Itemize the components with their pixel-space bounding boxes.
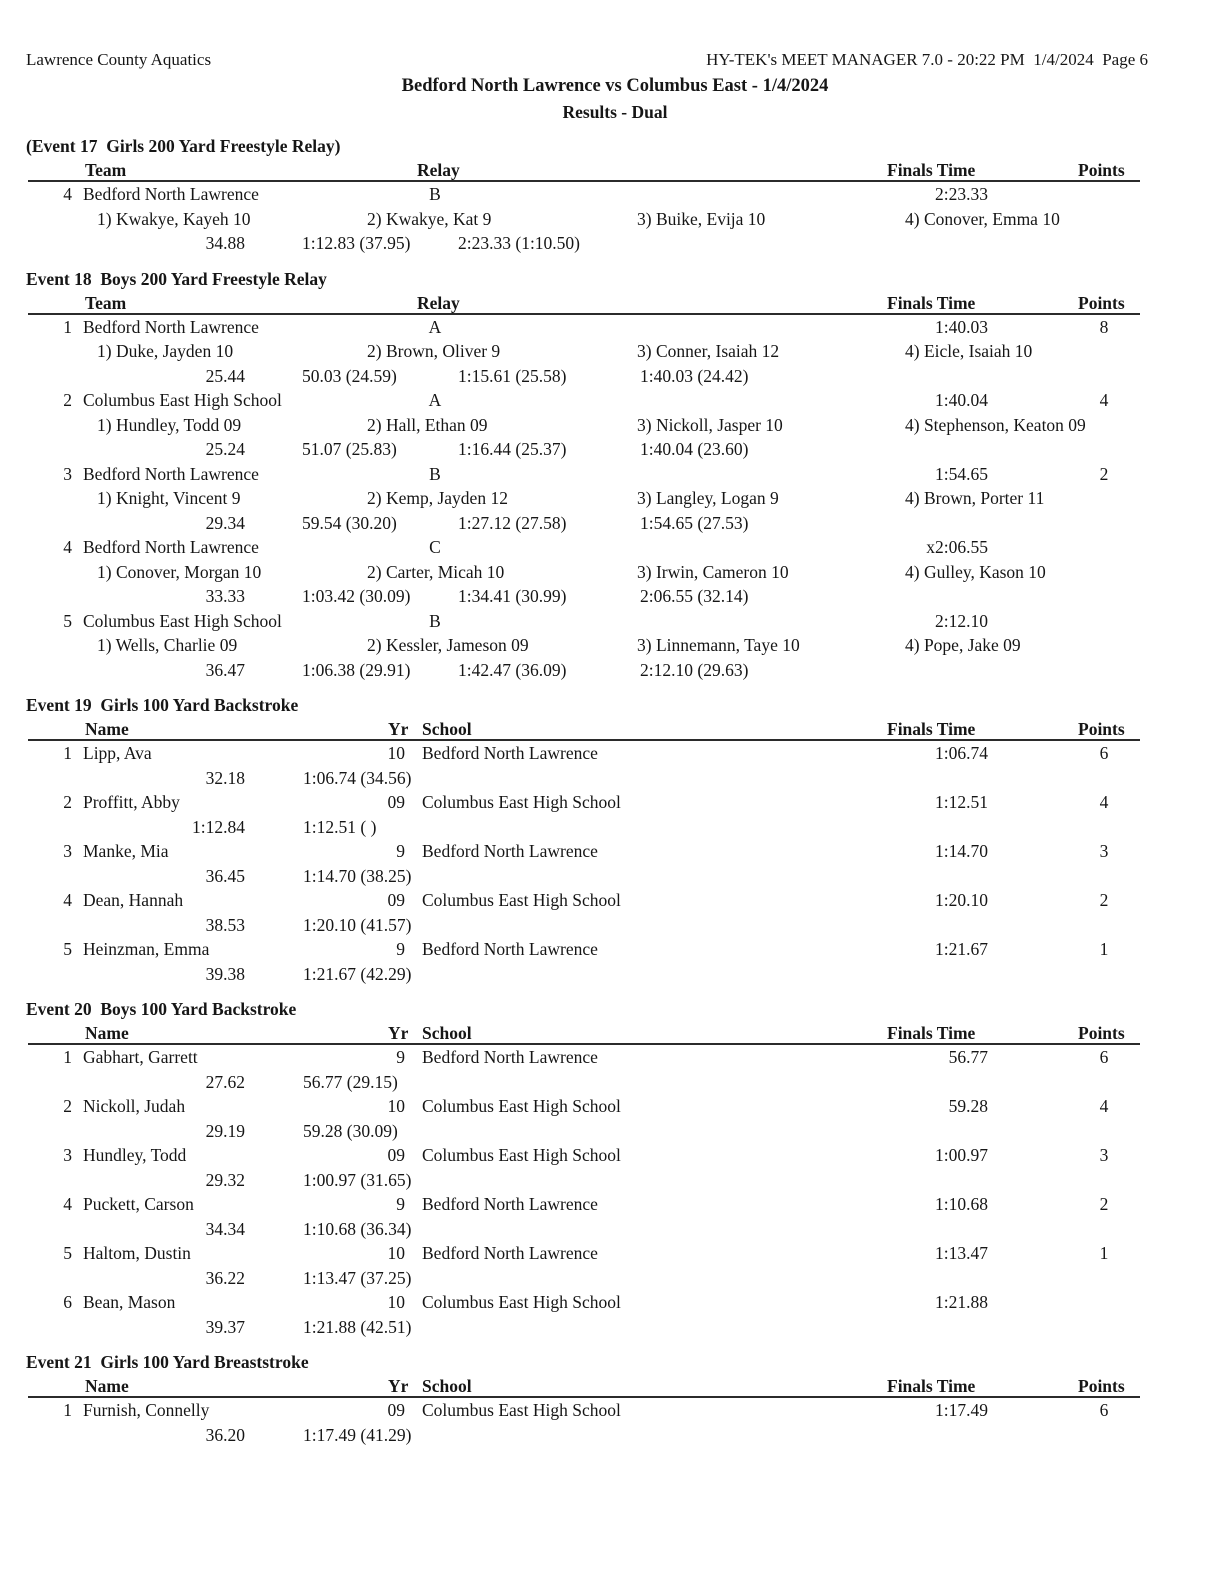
result-row <box>0 790 1230 815</box>
place-number: 4 <box>63 184 72 204</box>
swimmer-year: 09 <box>387 1400 405 1420</box>
column-header-row <box>28 1373 1140 1398</box>
relay-swimmer: 3) Nickoll, Jasper 10 <box>637 414 783 435</box>
finals-time: 56.77 <box>948 1047 988 1067</box>
relay-swimmer: 1) Knight, Vincent 9 <box>97 488 241 508</box>
place-number: 3 <box>63 841 72 861</box>
finals-time: 1:10.68 <box>935 1194 988 1214</box>
place-number: 3 <box>63 1145 72 1165</box>
team-name: Columbus East High School <box>83 610 282 631</box>
result-row <box>0 888 1230 913</box>
relay-swimmer: 3) Langley, Logan 9 <box>637 488 779 508</box>
points-value: 2 <box>1099 890 1109 910</box>
column-header-team: Team <box>85 160 127 180</box>
finals-time: 1:00.97 <box>935 1145 988 1165</box>
swimmer-name: Haltom, Dustin <box>83 1243 191 1263</box>
column-header-finals-time: Finals Time <box>887 1023 976 1043</box>
relay-swimmer: 1) Kwakye, Kayeh 10 <box>97 208 251 229</box>
team-name: Bedford North Lawrence <box>83 537 259 557</box>
relay-swimmer: 2) Kemp, Jayden 12 <box>367 488 508 508</box>
team-name: Bedford North Lawrence <box>83 316 259 337</box>
place-number: 2 <box>63 390 72 410</box>
result-row <box>0 741 1230 766</box>
split-time: 29.34 <box>205 512 245 533</box>
relay-swimmer: 3) Irwin, Cameron 10 <box>637 561 789 582</box>
column-header-points: Points <box>1078 1023 1125 1043</box>
swimmer-name: Dean, Hannah <box>83 890 184 910</box>
relay-swimmers-row <box>0 413 1230 438</box>
split-time: 25.24 <box>205 439 245 459</box>
swimmer-name: Furnish, Connelly <box>83 1400 210 1420</box>
finals-time: 1:20.10 <box>935 890 988 910</box>
split-time: 1:06.38 (29.91) <box>302 659 411 680</box>
school-name: Bedford North Lawrence <box>422 1047 598 1067</box>
column-header-name: Name <box>85 1376 129 1396</box>
place-number: 4 <box>63 890 72 910</box>
team-name: Bedford North Lawrence <box>83 184 259 204</box>
swimmer-name: Nickoll, Judah <box>83 1096 186 1116</box>
event-section <box>0 269 1230 683</box>
column-header-team: Team <box>85 292 127 313</box>
points-value: 2 <box>1099 463 1109 484</box>
column-header-name: Name <box>85 719 129 739</box>
split-time: 32.18 <box>205 767 245 788</box>
relay-swimmers-row <box>0 560 1230 585</box>
column-header-points: Points <box>1078 719 1125 739</box>
split-time: 34.88 <box>205 233 245 253</box>
relay-letter: B <box>429 610 441 631</box>
finals-time: 1:40.04 <box>935 390 988 410</box>
school-name: Bedford North Lawrence <box>422 1194 598 1214</box>
column-header-finals-time: Finals Time <box>887 160 976 180</box>
event-section <box>0 1352 1230 1447</box>
split-time: 59.28 (30.09) <box>303 1120 398 1141</box>
event-title: (Event 17 Girls 200 Yard Freestyle Relay) <box>26 136 341 156</box>
relay-swimmer: 1) Wells, Charlie 09 <box>97 635 238 655</box>
relay-swimmer: 1) Conover, Morgan 10 <box>97 561 262 582</box>
relay-swimmers-row <box>0 633 1230 658</box>
events <box>0 136 1230 1447</box>
column-header-row <box>28 157 1140 182</box>
finals-time: 2:23.33 <box>935 184 988 204</box>
split-time: 36.47 <box>205 659 245 680</box>
place-number: 5 <box>63 1243 72 1263</box>
relay-swimmer: 1) Hundley, Todd 09 <box>97 414 242 435</box>
finals-time: x2:06.55 <box>926 537 988 557</box>
result-row <box>0 1094 1230 1119</box>
relay-swimmers-row <box>0 207 1230 232</box>
column-header-relay: Relay <box>417 160 460 180</box>
relay-swimmer: 4) Gulley, Kason 10 <box>905 561 1046 582</box>
meet-title: Bedford North Lawrence vs Columbus East - 1/4/2024 <box>401 76 829 96</box>
relay-swimmers-row <box>0 486 1230 511</box>
swimmer-year: 9 <box>396 1194 405 1214</box>
place-number: 1 <box>63 316 72 337</box>
result-row <box>0 839 1230 864</box>
relay-swimmer: 4) Stephenson, Keaton 09 <box>905 414 1086 435</box>
place-number: 4 <box>63 537 72 557</box>
team-name: Columbus East High School <box>83 390 282 410</box>
split-time: 1:16.44 (25.37) <box>458 439 567 459</box>
organization-name: Lawrence County Aquatics <box>26 50 212 69</box>
swimmer-name: Proffitt, Abby <box>83 792 180 812</box>
swimmer-year: 9 <box>396 841 405 861</box>
finals-time: 1:06.74 <box>935 743 988 763</box>
splits-row <box>0 1070 1230 1095</box>
finals-time: 1:54.65 <box>935 463 988 484</box>
split-time: 59.54 (30.20) <box>302 512 397 533</box>
relay-swimmer: 2) Carter, Micah 10 <box>367 561 505 582</box>
split-time: 1:34.41 (30.99) <box>458 586 567 606</box>
result-row <box>0 937 1230 962</box>
column-header-points: Points <box>1078 160 1125 180</box>
school-name: Bedford North Lawrence <box>422 939 598 959</box>
column-header-yr: Yr <box>388 1376 409 1396</box>
finals-time: 59.28 <box>948 1096 988 1116</box>
swimmer-year: 09 <box>387 890 405 910</box>
splits-row <box>0 437 1230 462</box>
result-row <box>0 315 1230 340</box>
split-time: 2:12.10 (29.63) <box>640 659 749 680</box>
split-time: 36.45 <box>205 865 245 886</box>
finals-time: 1:12.51 <box>935 792 988 812</box>
place-number: 1 <box>63 743 72 763</box>
swimmer-name: Bean, Mason <box>83 1292 176 1312</box>
relay-swimmer: 2) Kwakye, Kat 9 <box>367 208 492 229</box>
swimmer-year: 10 <box>387 1292 405 1312</box>
column-header-finals-time: Finals Time <box>887 292 976 313</box>
swimmer-year: 10 <box>387 1096 405 1116</box>
place-number: 5 <box>63 939 72 959</box>
splits-row <box>0 815 1230 840</box>
swimmer-name: Gabhart, Garrett <box>83 1047 198 1067</box>
relay-swimmer: 2) Brown, Oliver 9 <box>367 341 501 361</box>
column-header-school: School <box>422 1376 472 1396</box>
swimmer-name: Hundley, Todd <box>83 1145 187 1165</box>
school-name: Bedford North Lawrence <box>422 743 598 763</box>
event-title: Event 19 Girls 100 Yard Backstroke <box>26 695 299 715</box>
relay-swimmer: 3) Conner, Isaiah 12 <box>637 341 780 361</box>
swimmer-name: Manke, Mia <box>83 841 169 861</box>
relay-letter: B <box>429 463 441 484</box>
split-time: 1:00.97 (31.65) <box>303 1169 412 1190</box>
finals-time: 2:12.10 <box>935 610 988 631</box>
points-value: 6 <box>1099 743 1109 763</box>
finals-time: 1:17.49 <box>935 1400 988 1420</box>
school-name: Columbus East High School <box>422 792 621 812</box>
split-time: 1:42.47 (36.09) <box>458 659 567 680</box>
split-time: 39.37 <box>205 1316 245 1337</box>
split-time: 1:12.83 (37.95) <box>302 233 411 253</box>
event-title: Event 21 Girls 100 Yard Breaststroke <box>26 1352 309 1372</box>
event-title: Event 18 Boys 200 Yard Freestyle Relay <box>26 268 327 289</box>
column-header-yr: Yr <box>388 719 409 739</box>
place-number: 5 <box>63 610 72 631</box>
swimmer-year: 09 <box>387 1145 405 1165</box>
points-value: 2 <box>1099 1194 1109 1214</box>
column-header-row <box>28 716 1140 741</box>
relay-letter: C <box>429 537 441 557</box>
result-row <box>0 1192 1230 1217</box>
splits-row <box>0 364 1230 389</box>
column-header-points: Points <box>1078 1376 1125 1396</box>
event-title: Event 20 Boys 100 Yard Backstroke <box>26 999 297 1019</box>
splits-row <box>0 658 1230 683</box>
column-header-relay: Relay <box>417 292 460 313</box>
points-value: 8 <box>1099 316 1109 337</box>
place-number: 1 <box>63 1400 72 1420</box>
split-time: 1:20.10 (41.57) <box>303 914 412 935</box>
splits-row <box>0 1168 1230 1193</box>
split-time: 1:03.42 (30.09) <box>302 586 411 606</box>
split-time: 36.22 <box>205 1267 245 1288</box>
relay-letter: A <box>428 316 442 337</box>
page-header <box>26 50 1148 70</box>
splits-row <box>0 1266 1230 1291</box>
school-name: Columbus East High School <box>422 1145 621 1165</box>
event-section <box>0 136 1230 256</box>
points-value: 6 <box>1099 1047 1109 1067</box>
split-time: 29.32 <box>205 1169 245 1190</box>
result-row <box>0 1398 1230 1423</box>
split-time: 39.38 <box>205 963 245 984</box>
place-number: 1 <box>63 1047 72 1067</box>
splits-row <box>0 766 1230 791</box>
school-name: Columbus East High School <box>422 1292 621 1312</box>
relay-swimmer: 4) Conover, Emma 10 <box>905 208 1060 229</box>
event-section <box>0 695 1230 986</box>
split-time: 33.33 <box>205 586 245 606</box>
split-time: 1:10.68 (36.34) <box>303 1218 412 1239</box>
column-header-row <box>28 1020 1140 1045</box>
relay-letter: A <box>428 390 442 410</box>
place-number: 6 <box>63 1292 72 1312</box>
relay-swimmer: 2) Hall, Ethan 09 <box>367 414 488 435</box>
result-row <box>0 182 1230 207</box>
split-time: 1:15.61 (25.58) <box>458 365 567 386</box>
points-value: 4 <box>1099 1096 1109 1116</box>
result-row <box>0 1045 1230 1070</box>
result-row <box>0 535 1230 560</box>
splits-row <box>0 1119 1230 1144</box>
swimmer-year: 10 <box>387 1243 405 1263</box>
relay-swimmer: 3) Buike, Evija 10 <box>637 208 766 229</box>
split-time: 1:14.70 (38.25) <box>303 865 412 886</box>
points-value: 3 <box>1099 841 1109 861</box>
relay-swimmers-row <box>0 339 1230 364</box>
relay-swimmer: 2) Kessler, Jameson 09 <box>367 635 529 655</box>
column-header-finals-time: Finals Time <box>887 1376 976 1396</box>
swimmer-name: Heinzman, Emma <box>83 939 210 959</box>
split-time: 34.34 <box>205 1218 245 1239</box>
splits-row <box>0 511 1230 536</box>
points-value: 6 <box>1099 1400 1109 1420</box>
split-time: 50.03 (24.59) <box>302 365 397 386</box>
school-name: Columbus East High School <box>422 890 621 910</box>
result-row <box>0 388 1230 413</box>
split-time: 38.53 <box>205 914 245 935</box>
split-time: 27.62 <box>205 1071 245 1092</box>
split-time: 1:12.84 <box>192 816 245 837</box>
school-name: Bedford North Lawrence <box>422 841 598 861</box>
relay-swimmer: 3) Linnemann, Taye 10 <box>637 635 800 655</box>
splits-row <box>0 1217 1230 1242</box>
column-header-school: School <box>422 719 472 739</box>
points-value: 4 <box>1099 390 1109 410</box>
swimmer-name: Lipp, Ava <box>83 743 152 763</box>
result-row <box>0 609 1230 634</box>
split-time: 1:40.03 (24.42) <box>640 365 749 386</box>
swimmer-year: 9 <box>396 939 405 959</box>
place-number: 2 <box>63 792 72 812</box>
splits-row <box>0 1315 1230 1340</box>
splits-row <box>0 584 1230 609</box>
column-header-name: Name <box>85 1023 129 1043</box>
split-time: 2:06.55 (32.14) <box>640 586 749 606</box>
splits-row <box>0 913 1230 938</box>
points-value: 1 <box>1099 939 1109 959</box>
place-number: 4 <box>63 1194 72 1214</box>
relay-swimmer: 4) Brown, Porter 11 <box>905 488 1045 508</box>
splits-row <box>0 231 1230 256</box>
split-time: 1:21.67 (42.29) <box>303 963 412 984</box>
finals-time: 1:21.88 <box>935 1292 988 1312</box>
finals-time: 1:13.47 <box>935 1243 988 1263</box>
event-section <box>0 999 1230 1339</box>
split-time: 1:40.04 (23.60) <box>640 439 749 459</box>
place-number: 2 <box>63 1096 72 1116</box>
swimmer-year: 9 <box>396 1047 405 1067</box>
school-name: Bedford North Lawrence <box>422 1243 598 1263</box>
school-name: Columbus East High School <box>422 1400 621 1420</box>
team-name: Bedford North Lawrence <box>83 463 259 484</box>
split-time: 1:21.88 (42.51) <box>303 1316 412 1337</box>
result-row <box>0 1143 1230 1168</box>
column-header-school: School <box>422 1023 472 1043</box>
splits-row <box>0 962 1230 987</box>
split-time: 36.20 <box>205 1424 245 1445</box>
split-time: 29.19 <box>205 1120 245 1141</box>
column-header-row <box>28 290 1140 315</box>
points-value: 4 <box>1099 792 1109 812</box>
column-header-points: Points <box>1078 292 1125 313</box>
column-header-finals-time: Finals Time <box>887 719 976 739</box>
split-time: 56.77 (29.15) <box>303 1071 398 1092</box>
split-time: 1:17.49 (41.29) <box>303 1424 412 1445</box>
result-row <box>0 1241 1230 1266</box>
meet-manager-stamp: HY-TEK's MEET MANAGER 7.0 - 20:22 PM 1/4/2024 Page 6 <box>706 50 1148 69</box>
splits-row <box>0 1423 1230 1448</box>
points-value: 1 <box>1099 1243 1109 1263</box>
relay-swimmer: 4) Eicle, Isaiah 10 <box>905 341 1033 361</box>
points-value: 3 <box>1099 1145 1109 1165</box>
result-row <box>0 462 1230 487</box>
split-time: 1:13.47 (37.25) <box>303 1267 412 1288</box>
finals-time: 1:14.70 <box>935 841 988 861</box>
finals-time: 1:21.67 <box>935 939 988 959</box>
relay-swimmer: 4) Pope, Jake 09 <box>905 635 1021 655</box>
split-time: 25.44 <box>205 365 245 386</box>
school-name: Columbus East High School <box>422 1096 621 1116</box>
swimmer-year: 10 <box>387 743 405 763</box>
split-time: 1:54.65 (27.53) <box>640 512 749 533</box>
split-time: 1:12.51 ( ) <box>303 816 377 837</box>
swimmer-name: Puckett, Carson <box>83 1194 194 1214</box>
finals-time: 1:40.03 <box>935 316 988 337</box>
split-time: 1:06.74 (34.56) <box>303 767 412 788</box>
column-header-yr: Yr <box>388 1023 409 1043</box>
splits-row <box>0 864 1230 889</box>
split-time: 2:23.33 (1:10.50) <box>458 233 581 253</box>
relay-letter: B <box>429 184 441 204</box>
relay-swimmer: 1) Duke, Jayden 10 <box>97 341 234 361</box>
report-subtitle: Results - Dual <box>562 102 668 122</box>
split-time: 51.07 (25.83) <box>302 439 397 459</box>
place-number: 3 <box>63 463 72 484</box>
result-row <box>0 1290 1230 1315</box>
split-time: 1:27.12 (27.58) <box>458 512 567 533</box>
swimmer-year: 09 <box>387 792 405 812</box>
